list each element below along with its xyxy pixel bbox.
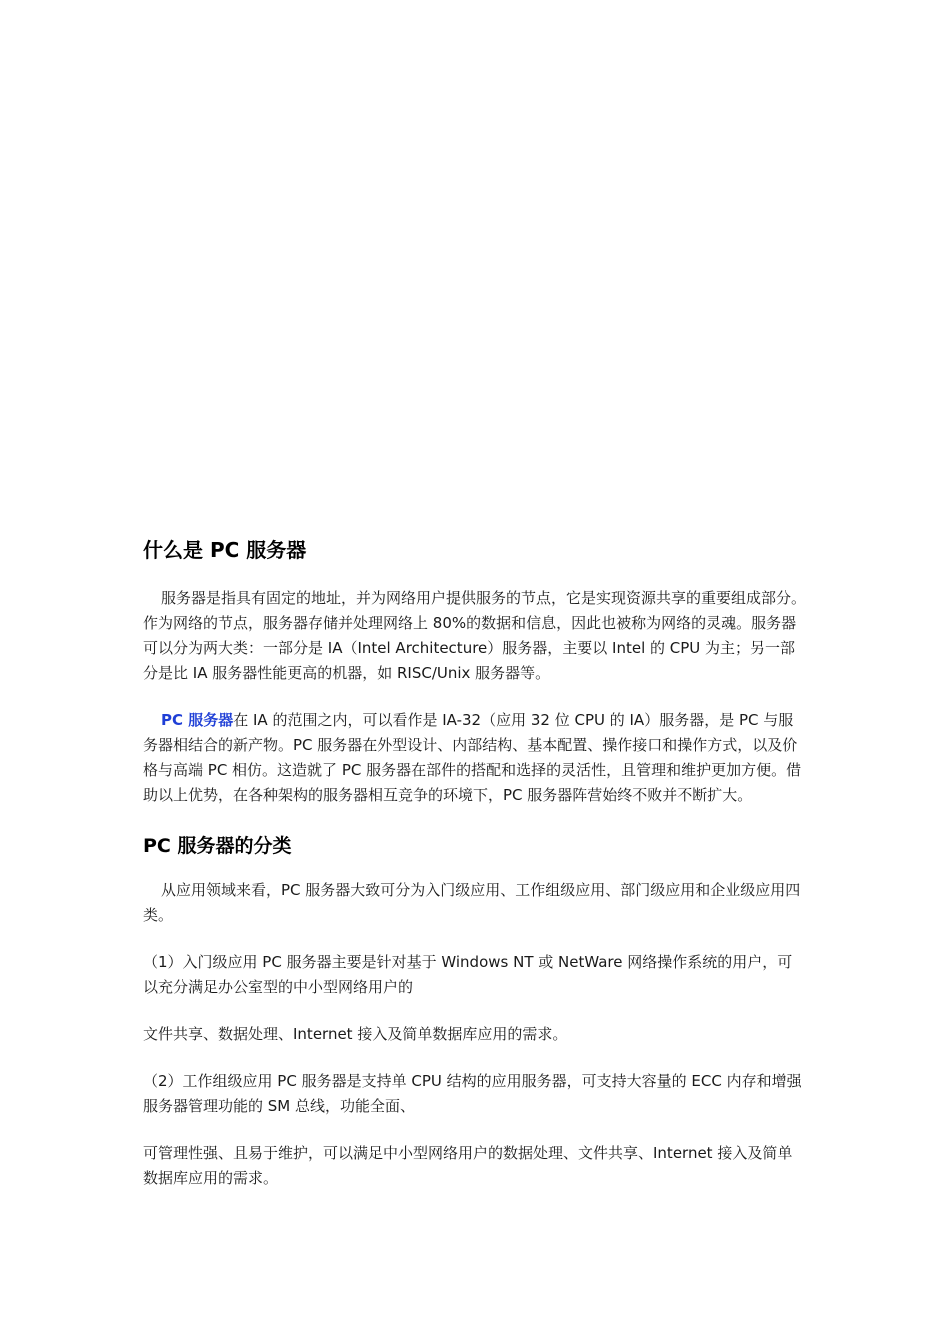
document-body (143, 536, 807, 1191)
paragraph-pc-server-intro (143, 708, 807, 808)
paragraph-workgroup-level-cont: 可管理性强、且易于维护，可以满足中小型网络用户的数据处理、文件共享、Internet 接入及简单数据库应用的需求。 (143, 1144, 793, 1187)
paragraph-workgroup-level: （2）工作组级应用 PC 服务器是支持单 CPU 结构的应用服务器，可支持大容量的 ECC 内存和增强服务器管理功能的 SM 总线，功能全面、 (143, 1072, 802, 1115)
paragraph-server-definition: 服务器是指具有固定的地址，并为网络用户提供服务的节点，它是实现资源共享的重要组成部分。作为网络的节点，服务器存储并处理网络上 80%的数据和信息，因此也被称为网络的灵魂。服务器可以分为两大类：一部分是 IA（Intel Architecture）服务器，主要以 Intel 的 CPU 为主；另一部分是比 IA 服务器性能更高的机器，如 RISC/Unix 服务器等。 (143, 589, 807, 682)
paragraph-application-domains: 从应用领域来看，PC 服务器大致可分为入门级应用、工作组级应用、部门级应用和企业级应用四类。 (143, 881, 801, 924)
heading-what-is-pc-server: 什么是 PC 服务器 (143, 538, 307, 562)
pc-server-link[interactable]: PC 服务器 (161, 711, 234, 729)
paragraph-entry-level-cont: 文件共享、数据处理、Internet 接入及简单数据库应用的需求。 (143, 1025, 568, 1043)
paragraph-entry-level: （1）入门级应用 PC 服务器主要是针对基于 Windows NT 或 NetWare 网络操作系统的用户，可以充分满足办公室型的中小型网络用户的 (143, 953, 793, 996)
paragraph-pc-server-text: 在 IA 的范围之内，可以看作是 IA-32（应用 32 位 CPU 的 IA）服务器，是 PC 与服务器相结合的新产物。PC 服务器在外型设计、内部结构、基本配置、操作接口和操作方式，以及价格与高端 PC 相仿。这造就了 PC 服务器在部件的搭配和选择的灵活性，且管理和维护更加方便。借助以上优势，在各种架构的服务器相互竞争的环境下，PC 服务器阵营始终不败并不断扩大。 (143, 711, 802, 804)
heading-pc-server-classification: PC 服务器的分类 (143, 835, 292, 857)
